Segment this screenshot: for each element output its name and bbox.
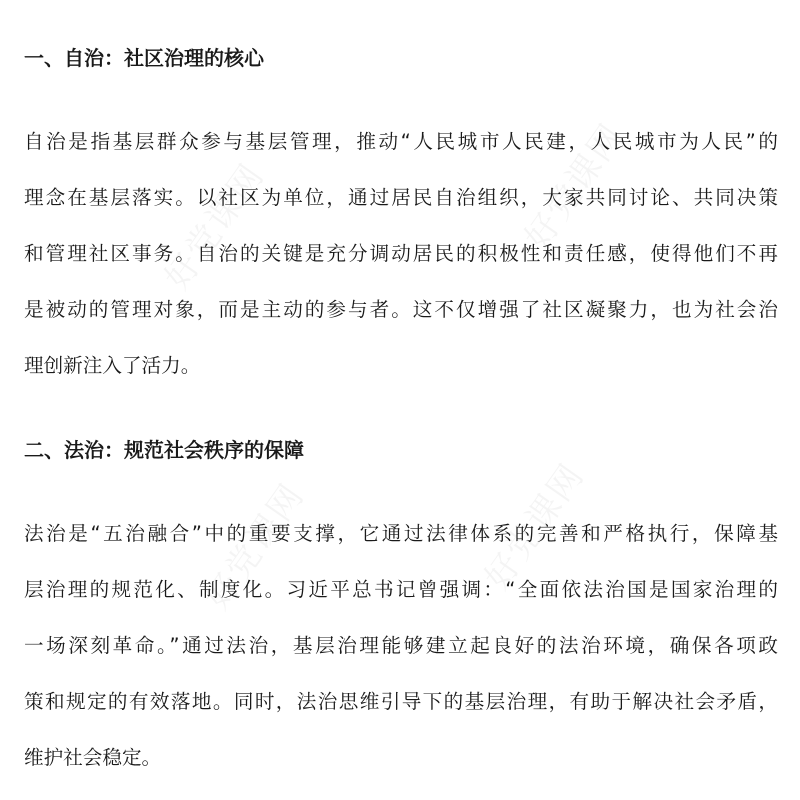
paragraph-line: 策和规定的有效落地。同时，法治思维引导下的基层治理，有助于解决社会矛盾， [24,690,778,713]
section-paragraph-1 [24,114,778,394]
paragraph-line: 自治是指基层群众参与基层管理，推动“人民城市人民建，人民城市为人民”的 [24,130,778,153]
section-heading-1: 一、自治：社区治理的核心 [24,46,264,70]
paragraph-line: 维护社会稳定。 [24,746,162,769]
paragraph-line: 法治是“五治融合”中的重要支撑，它通过法律体系的完善和严格执行，保障基 [24,522,778,545]
paragraph-line: 一场深刻革命。”通过法治，基层治理能够建立起良好的法治环境，确保各项政 [24,634,778,657]
paragraph-line: 理念在基层落实。以社区为单位，通过居民自治组织，大家共同讨论、共同决策 [24,186,778,209]
paragraph-line: 是被动的管理对象，而是主动的参与者。这不仅增强了社区凝聚力，也为社会治 [24,298,778,321]
section-heading-2: 二、法治：规范社会秩序的保障 [24,438,304,462]
section-paragraph-2 [24,506,778,786]
paragraph-line: 理创新注入了活力。 [24,354,201,377]
paragraph-line: 层治理的规范化、制度化。习近平总书记曾强调：“全面依法治国是国家治理的 [24,578,778,601]
paragraph-line: 和管理社区事务。自治的关键是充分调动居民的积极性和责任感，使得他们不再 [24,242,778,265]
